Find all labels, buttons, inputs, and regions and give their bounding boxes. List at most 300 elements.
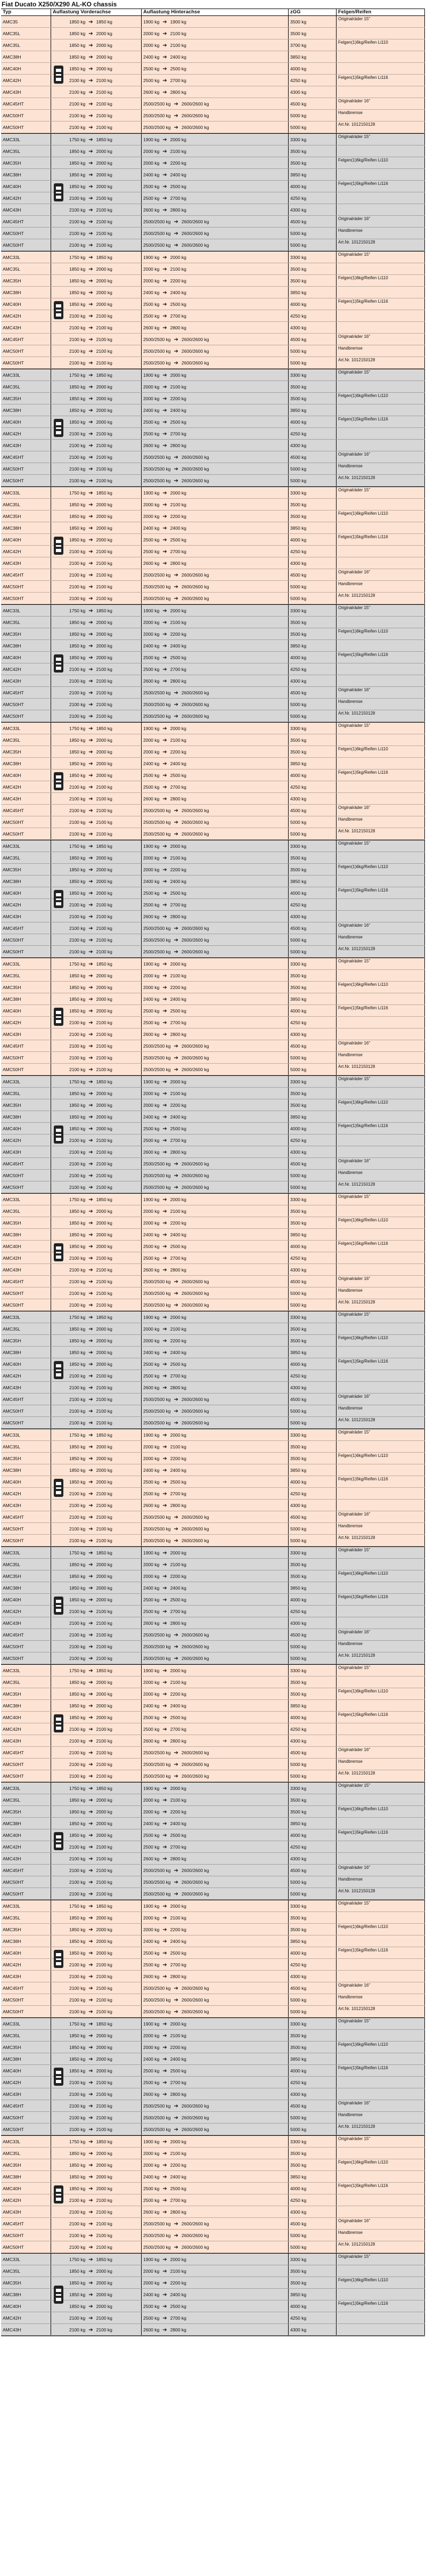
cell-rims: [337, 605, 425, 616]
cell-front-axle: [51, 1971, 142, 1982]
cell-rear-axle: [142, 381, 289, 392]
cell-rear-axle: [142, 1900, 289, 1911]
cell-type: [1, 192, 51, 204]
cell-rear-axle: [142, 982, 289, 993]
total-weight: 4300 kg: [290, 1738, 307, 1744]
cell-rims: [337, 1876, 425, 1888]
rim-note: Felgen(1)5kg/Reifen Li116: [338, 1712, 388, 1717]
cell-total: [289, 1382, 337, 1393]
cell-rims: [337, 1982, 425, 1994]
total-weight: 5000 kg: [290, 1173, 307, 1178]
rear-from: 2600 kg: [143, 90, 160, 95]
table-row: [1, 605, 425, 617]
rim-note: Felgen(1)6kg/Reifen Li110: [338, 982, 388, 987]
type-label: AMC35H: [3, 1691, 21, 1697]
total-weight: 3500 kg: [290, 160, 307, 166]
arrow-right-icon: ➔: [88, 1397, 93, 1403]
rim-note: Originalräder 16": [338, 1865, 371, 1870]
front-from: 1750 kg: [69, 2257, 86, 2262]
total-weight: 3300 kg: [290, 2257, 307, 2262]
front-to: 2000 kg: [96, 1232, 112, 1237]
total-weight: 4300 kg: [290, 90, 307, 95]
arrow-right-icon: ➔: [162, 207, 167, 213]
front-from: 2100 kg: [69, 1055, 86, 1060]
cell-front-axle: [51, 1617, 142, 1629]
rear-from: 1900 kg: [143, 1550, 160, 1556]
arrow-right-icon: ➔: [174, 937, 178, 943]
type-label: AMC43H: [3, 90, 21, 95]
rear-from: 2500 kg: [143, 1008, 160, 1014]
cell-type: [1, 51, 51, 62]
type-label: AMC50HT: [3, 231, 24, 236]
total-weight: 5000 kg: [290, 1773, 307, 1779]
cell-rear-axle: [142, 2112, 289, 2123]
arrow-right-icon: ➔: [88, 867, 93, 873]
cell-front-axle: [51, 239, 142, 250]
rear-from: 2000 kg: [143, 1103, 160, 1108]
cell-rear-axle: [142, 1347, 289, 1358]
cell-front-axle: [51, 569, 142, 580]
front-from: 2100 kg: [69, 937, 86, 943]
total-weight: 5000 kg: [290, 125, 307, 130]
total-weight: 5000 kg: [290, 1762, 307, 1767]
rear-from: 2500 kg: [143, 1715, 160, 1720]
front-to: 2100 kg: [96, 337, 112, 342]
vehicle-block: [1, 2136, 425, 2254]
cell-rear-axle: [142, 1323, 289, 1334]
rim-note: Handbremse: [338, 935, 363, 939]
cell-rear-axle: [142, 1947, 289, 1958]
type-label: AMC35H: [3, 2045, 21, 2050]
type-label: AMC42H: [3, 78, 21, 83]
type-label: AMC35L: [3, 1915, 21, 1921]
front-to: 2100 kg: [96, 561, 112, 566]
front-from: 1850 kg: [69, 749, 86, 755]
rear-from: 2500 kg: [143, 1126, 160, 1131]
total-weight: 3300 kg: [290, 1432, 307, 1438]
cell-type: [1, 2006, 51, 2017]
cell-rear-axle: [142, 1652, 289, 1664]
cell-type: [1, 628, 51, 639]
rear-to: 2600/2600 kg: [181, 584, 209, 589]
cell-rear-axle: [142, 475, 289, 486]
cell-front-axle: [51, 2100, 142, 2111]
cell-rear-axle: [142, 1429, 289, 1440]
rear-from: 2600 kg: [143, 207, 160, 213]
cell-rear-axle: [142, 298, 289, 310]
cell-type: [1, 1747, 51, 1758]
front-to: 2000 kg: [96, 738, 112, 743]
cell-rear-axle: [142, 2254, 289, 2265]
rear-from: 1900 kg: [143, 255, 160, 260]
table-row: [1, 1088, 425, 1099]
arrow-right-icon: ➔: [162, 2292, 167, 2298]
arrow-right-icon: ➔: [88, 1974, 93, 1980]
cell-rims: [337, 345, 425, 357]
front-to: 2100 kg: [96, 1526, 112, 1532]
rim-note: Originalräder 15": [338, 2254, 371, 2259]
total-weight: 4300 kg: [290, 914, 307, 919]
table-row: [1, 1523, 425, 1535]
table-row: [1, 852, 425, 864]
cell-type: [1, 1241, 51, 1252]
cell-total: [289, 1500, 337, 1511]
front-from: 2100 kg: [69, 1491, 86, 1496]
rear-from: 2500/2500 kg: [143, 1514, 171, 1520]
table-row: [1, 828, 425, 840]
vehicle-block: [1, 1311, 425, 1429]
rim-note: Handbremse: [338, 346, 363, 351]
rear-from: 1900 kg: [143, 2021, 160, 2027]
rear-from: 1900 kg: [143, 1903, 160, 1909]
type-label: AMC43H: [3, 2092, 21, 2097]
type-label: AMC50HT: [3, 125, 24, 130]
front-to: 2000 kg: [96, 2280, 112, 2286]
rear-from: 2500 kg: [143, 1362, 160, 1367]
total-weight: 4300 kg: [290, 1149, 307, 1155]
arrow-right-icon: ➔: [174, 714, 178, 719]
cell-total: [289, 2277, 337, 2288]
arrow-right-icon: ➔: [174, 1997, 178, 2003]
rear-from: 2000 kg: [143, 1574, 160, 1579]
front-to: 2100 kg: [96, 1891, 112, 1897]
rear-from: 2000 kg: [143, 2269, 160, 2274]
arrow-right-icon: ➔: [88, 1621, 93, 1626]
front-from: 1750 kg: [69, 1079, 86, 1084]
rear-from: 2500 kg: [143, 313, 160, 319]
front-from: 1850 kg: [69, 419, 86, 425]
type-label: AMC33L: [3, 1079, 21, 1084]
front-to: 1850 kg: [96, 1668, 112, 1673]
table-row: [1, 1394, 425, 1405]
arrow-right-icon: ➔: [88, 2186, 93, 2192]
cell-rear-axle: [142, 2300, 289, 2312]
cell-type: [1, 1559, 51, 1570]
arrow-right-icon: ➔: [174, 1891, 178, 1897]
cell-front-axle: [51, 982, 142, 993]
rim-note: Handbremse: [338, 1170, 363, 1175]
arrow-right-icon: ➔: [88, 455, 93, 460]
total-weight: 3500 kg: [290, 1326, 307, 1332]
cell-rims: [337, 416, 425, 427]
arrow-right-icon: ➔: [162, 184, 167, 190]
alko-axle-icon: [51, 299, 66, 321]
rear-from: 2500/2500 kg: [143, 360, 171, 366]
type-label: AMC40H: [3, 302, 21, 307]
arrow-right-icon: ➔: [174, 1880, 178, 1885]
cell-rear-axle: [142, 1818, 289, 1829]
vehicle-block: [1, 1783, 425, 1900]
table-row: [1, 1040, 425, 1052]
rear-from: 2400 kg: [143, 1114, 160, 1120]
front-to: 2100 kg: [96, 1538, 112, 1543]
cell-total: [289, 1276, 337, 1287]
type-label: AMC38H: [3, 1703, 21, 1708]
cell-rims: [337, 2124, 425, 2135]
front-to: 2000 kg: [96, 973, 112, 978]
rim-note: Art.Nr. 1012150128: [338, 593, 375, 598]
front-to: 2000 kg: [96, 1915, 112, 1921]
table-row: [1, 2018, 425, 2030]
table-row: [1, 1535, 425, 1546]
cell-rear-axle: [142, 628, 289, 639]
cell-type: [1, 157, 51, 168]
arrow-right-icon: ➔: [162, 1809, 167, 1815]
rim-note: Originalräder 15": [338, 841, 371, 846]
type-label: AMC35L: [3, 1797, 21, 1803]
cell-type: [1, 28, 51, 39]
front-from: 2100 kg: [69, 678, 86, 684]
front-to: 2000 kg: [96, 2151, 112, 2156]
table-row: [1, 864, 425, 876]
rear-to: 2000 kg: [170, 1315, 186, 1320]
cell-front-axle: [51, 1783, 142, 1794]
cell-rear-axle: [142, 1723, 289, 1735]
arrow-right-icon: ➔: [88, 1173, 93, 1179]
rear-to: 2100 kg: [170, 266, 186, 272]
rear-to: 2600/2600 kg: [181, 1891, 209, 1897]
front-from: 1750 kg: [69, 1315, 86, 1320]
front-from: 2100 kg: [69, 549, 86, 554]
rear-to: 2600/2600 kg: [181, 2115, 209, 2120]
front-to: 2100 kg: [96, 2127, 112, 2132]
cell-total: [289, 852, 337, 863]
front-to: 2000 kg: [96, 1126, 112, 1131]
arrow-right-icon: ➔: [162, 890, 167, 896]
cell-type: [1, 2183, 51, 2194]
arrow-right-icon: ➔: [88, 384, 93, 390]
front-to: 2100 kg: [96, 596, 112, 601]
cell-type: [1, 310, 51, 321]
arrow-right-icon: ➔: [88, 137, 93, 143]
cell-front-axle: [51, 710, 142, 722]
total-weight: 3300 kg: [290, 1668, 307, 1673]
cell-type: [1, 922, 51, 934]
cell-rims: [337, 252, 425, 263]
cell-rear-axle: [142, 852, 289, 863]
rear-from: 2500/2500 kg: [143, 1302, 171, 1308]
rim-note: Originalräder 15": [338, 1665, 371, 1670]
arrow-right-icon: ➔: [88, 490, 93, 496]
front-to: 2000 kg: [96, 266, 112, 272]
cell-rims: [337, 1535, 425, 1546]
rear-to: 2500 kg: [170, 537, 186, 542]
cell-total: [289, 416, 337, 427]
rim-note: Felgen(1)6kg/Reifen Li110: [338, 1924, 388, 1929]
cell-rear-axle: [142, 887, 289, 898]
cell-rims: [337, 934, 425, 945]
total-weight: 3500 kg: [290, 1338, 307, 1343]
cell-type: [1, 1641, 51, 1652]
type-label: AMC50HT: [3, 1185, 24, 1190]
cell-rear-axle: [142, 2206, 289, 2217]
cell-front-axle: [51, 216, 142, 227]
front-from: 1750 kg: [69, 490, 86, 496]
arrow-right-icon: ➔: [162, 1079, 167, 1085]
rim-note: Felgen(1)6kg/Reifen Li110: [338, 40, 388, 45]
cell-rims: [337, 2065, 425, 2076]
total-weight: 3500 kg: [290, 1927, 307, 1932]
arrow-right-icon: ➔: [162, 620, 167, 626]
arrow-right-icon: ➔: [88, 54, 93, 60]
cell-rims: [337, 2218, 425, 2229]
arrow-right-icon: ➔: [88, 1562, 93, 1568]
cell-rear-axle: [142, 2230, 289, 2241]
total-weight: 3850 kg: [290, 997, 307, 1002]
cell-total: [289, 2324, 337, 2335]
front-from: 1850 kg: [69, 66, 86, 71]
cell-front-axle: [51, 852, 142, 863]
alko-axle-icon: [51, 2066, 66, 2087]
cell-rear-axle: [142, 1453, 289, 1464]
front-from: 1850 kg: [69, 1479, 86, 1485]
table-row: [1, 1264, 425, 1276]
rear-from: 2000 kg: [143, 396, 160, 401]
front-to: 2100 kg: [96, 1491, 112, 1496]
rim-note: Handbremse: [338, 1288, 363, 1293]
arrow-right-icon: ➔: [162, 1939, 167, 1945]
rear-to: 2000 kg: [170, 608, 186, 613]
arrow-right-icon: ➔: [88, 1950, 93, 1956]
cell-front-axle: [51, 1759, 142, 1770]
cell-front-axle: [51, 381, 142, 392]
cell-total: [289, 1818, 337, 1829]
total-weight: 4250 kg: [290, 1491, 307, 1496]
table-row: [1, 876, 425, 887]
type-label: AMC40H: [3, 419, 21, 425]
cell-total: [289, 157, 337, 168]
cell-rear-axle: [142, 816, 289, 828]
type-label: AMC42H: [3, 2198, 21, 2203]
cell-rear-axle: [142, 958, 289, 969]
rear-to: 2800 kg: [170, 325, 186, 330]
total-weight: 5000 kg: [290, 242, 307, 248]
cell-front-axle: [51, 1194, 142, 1205]
cell-front-axle: [51, 840, 142, 852]
cell-rims: [337, 1806, 425, 1817]
arrow-right-icon: ➔: [88, 325, 93, 331]
arrow-right-icon: ➔: [88, 2257, 93, 2263]
total-weight: 3500 kg: [290, 502, 307, 507]
cell-rear-axle: [142, 2312, 289, 2323]
type-label: AMC38H: [3, 1114, 21, 1120]
cell-front-axle: [51, 970, 142, 981]
arrow-right-icon: ➔: [88, 1868, 93, 1874]
front-from: 1850 kg: [69, 278, 86, 283]
cell-rims: [337, 475, 425, 486]
rim-note: Felgen(1)6kg/Reifen Li110: [338, 276, 388, 280]
rear-from: 2600 kg: [143, 1974, 160, 1979]
rear-to: 2800 kg: [170, 2209, 186, 2215]
cell-front-axle: [51, 499, 142, 510]
type-label: AMC33L: [3, 1668, 21, 1673]
cell-front-axle: [51, 958, 142, 969]
cell-rims: [337, 1347, 425, 1358]
type-label: AMC42H: [3, 1844, 21, 1850]
table-row: [1, 1617, 425, 1629]
cell-rims: [337, 440, 425, 451]
front-from: 1850 kg: [69, 1597, 86, 1602]
rear-from: 2000 kg: [143, 1091, 160, 1096]
cell-type: [1, 252, 51, 263]
table-row: [1, 687, 425, 699]
cell-front-axle: [51, 876, 142, 887]
cell-rims: [337, 1959, 425, 1970]
front-to: 2100 kg: [96, 325, 112, 330]
type-label: AMC50HT: [3, 820, 24, 825]
cell-rear-axle: [142, 569, 289, 580]
rear-from: 1900 kg: [143, 608, 160, 613]
cell-rims: [337, 1135, 425, 1146]
front-from: 1850 kg: [69, 1350, 86, 1355]
rear-from: 2500 kg: [143, 1255, 160, 1261]
arrow-right-icon: ➔: [88, 1880, 93, 1885]
front-from: 2100 kg: [69, 1514, 86, 1520]
front-from: 2100 kg: [69, 2080, 86, 2085]
arrow-right-icon: ➔: [88, 1715, 93, 1721]
cell-type: [1, 499, 51, 510]
front-to: 2100 kg: [96, 1656, 112, 1661]
cell-rear-axle: [142, 899, 289, 910]
arrow-right-icon: ➔: [88, 1738, 93, 1744]
rear-to: 2500 kg: [170, 1597, 186, 1602]
arrow-right-icon: ➔: [162, 514, 167, 520]
arrow-right-icon: ➔: [88, 1209, 93, 1214]
cell-type: [1, 1064, 51, 1075]
cell-total: [289, 1264, 337, 1275]
rim-note: Felgen(1)6kg/Reifen Li110: [338, 2278, 388, 2282]
rear-from: 2500/2500 kg: [143, 702, 171, 707]
cell-rear-axle: [142, 157, 289, 168]
arrow-right-icon: ➔: [88, 78, 93, 84]
rear-to: 2100 kg: [170, 973, 186, 978]
rear-from: 2500/2500 kg: [143, 572, 171, 578]
cell-front-axle: [51, 1064, 142, 1075]
rear-from: 1900 kg: [143, 372, 160, 378]
rear-to: 2600/2600 kg: [181, 2127, 209, 2132]
type-label: AMC43H: [3, 561, 21, 566]
front-to: 2000 kg: [96, 985, 112, 990]
cell-rear-axle: [142, 287, 289, 298]
total-weight: 5000 kg: [290, 949, 307, 954]
table-row: [1, 1629, 425, 1641]
table-row: [1, 1158, 425, 1170]
arrow-right-icon: ➔: [88, 2245, 93, 2250]
cell-rims: [337, 1676, 425, 1688]
rear-from: 2500/2500 kg: [143, 455, 171, 460]
front-to: 2100 kg: [96, 902, 112, 908]
total-weight: 4300 kg: [290, 796, 307, 801]
type-label: AMC43H: [3, 1974, 21, 1979]
cell-rear-axle: [142, 2241, 289, 2253]
cell-front-axle: [51, 557, 142, 569]
arrow-right-icon: ➔: [88, 2045, 93, 2051]
rear-from: 2500/2500 kg: [143, 937, 171, 943]
cell-rims: [337, 546, 425, 557]
arrow-right-icon: ➔: [88, 2151, 93, 2157]
arrow-right-icon: ➔: [88, 1114, 93, 1120]
front-to: 2100 kg: [96, 231, 112, 236]
cell-type: [1, 2265, 51, 2277]
cell-type: [1, 1417, 51, 1428]
total-weight: 3300 kg: [290, 844, 307, 849]
cell-rear-axle: [142, 2053, 289, 2064]
type-label: AMC40H: [3, 773, 21, 778]
type-label: AMC50HT: [3, 478, 24, 483]
table-row: [1, 1217, 425, 1229]
type-label: AMC45HT: [3, 337, 24, 342]
table-row: [1, 16, 425, 28]
